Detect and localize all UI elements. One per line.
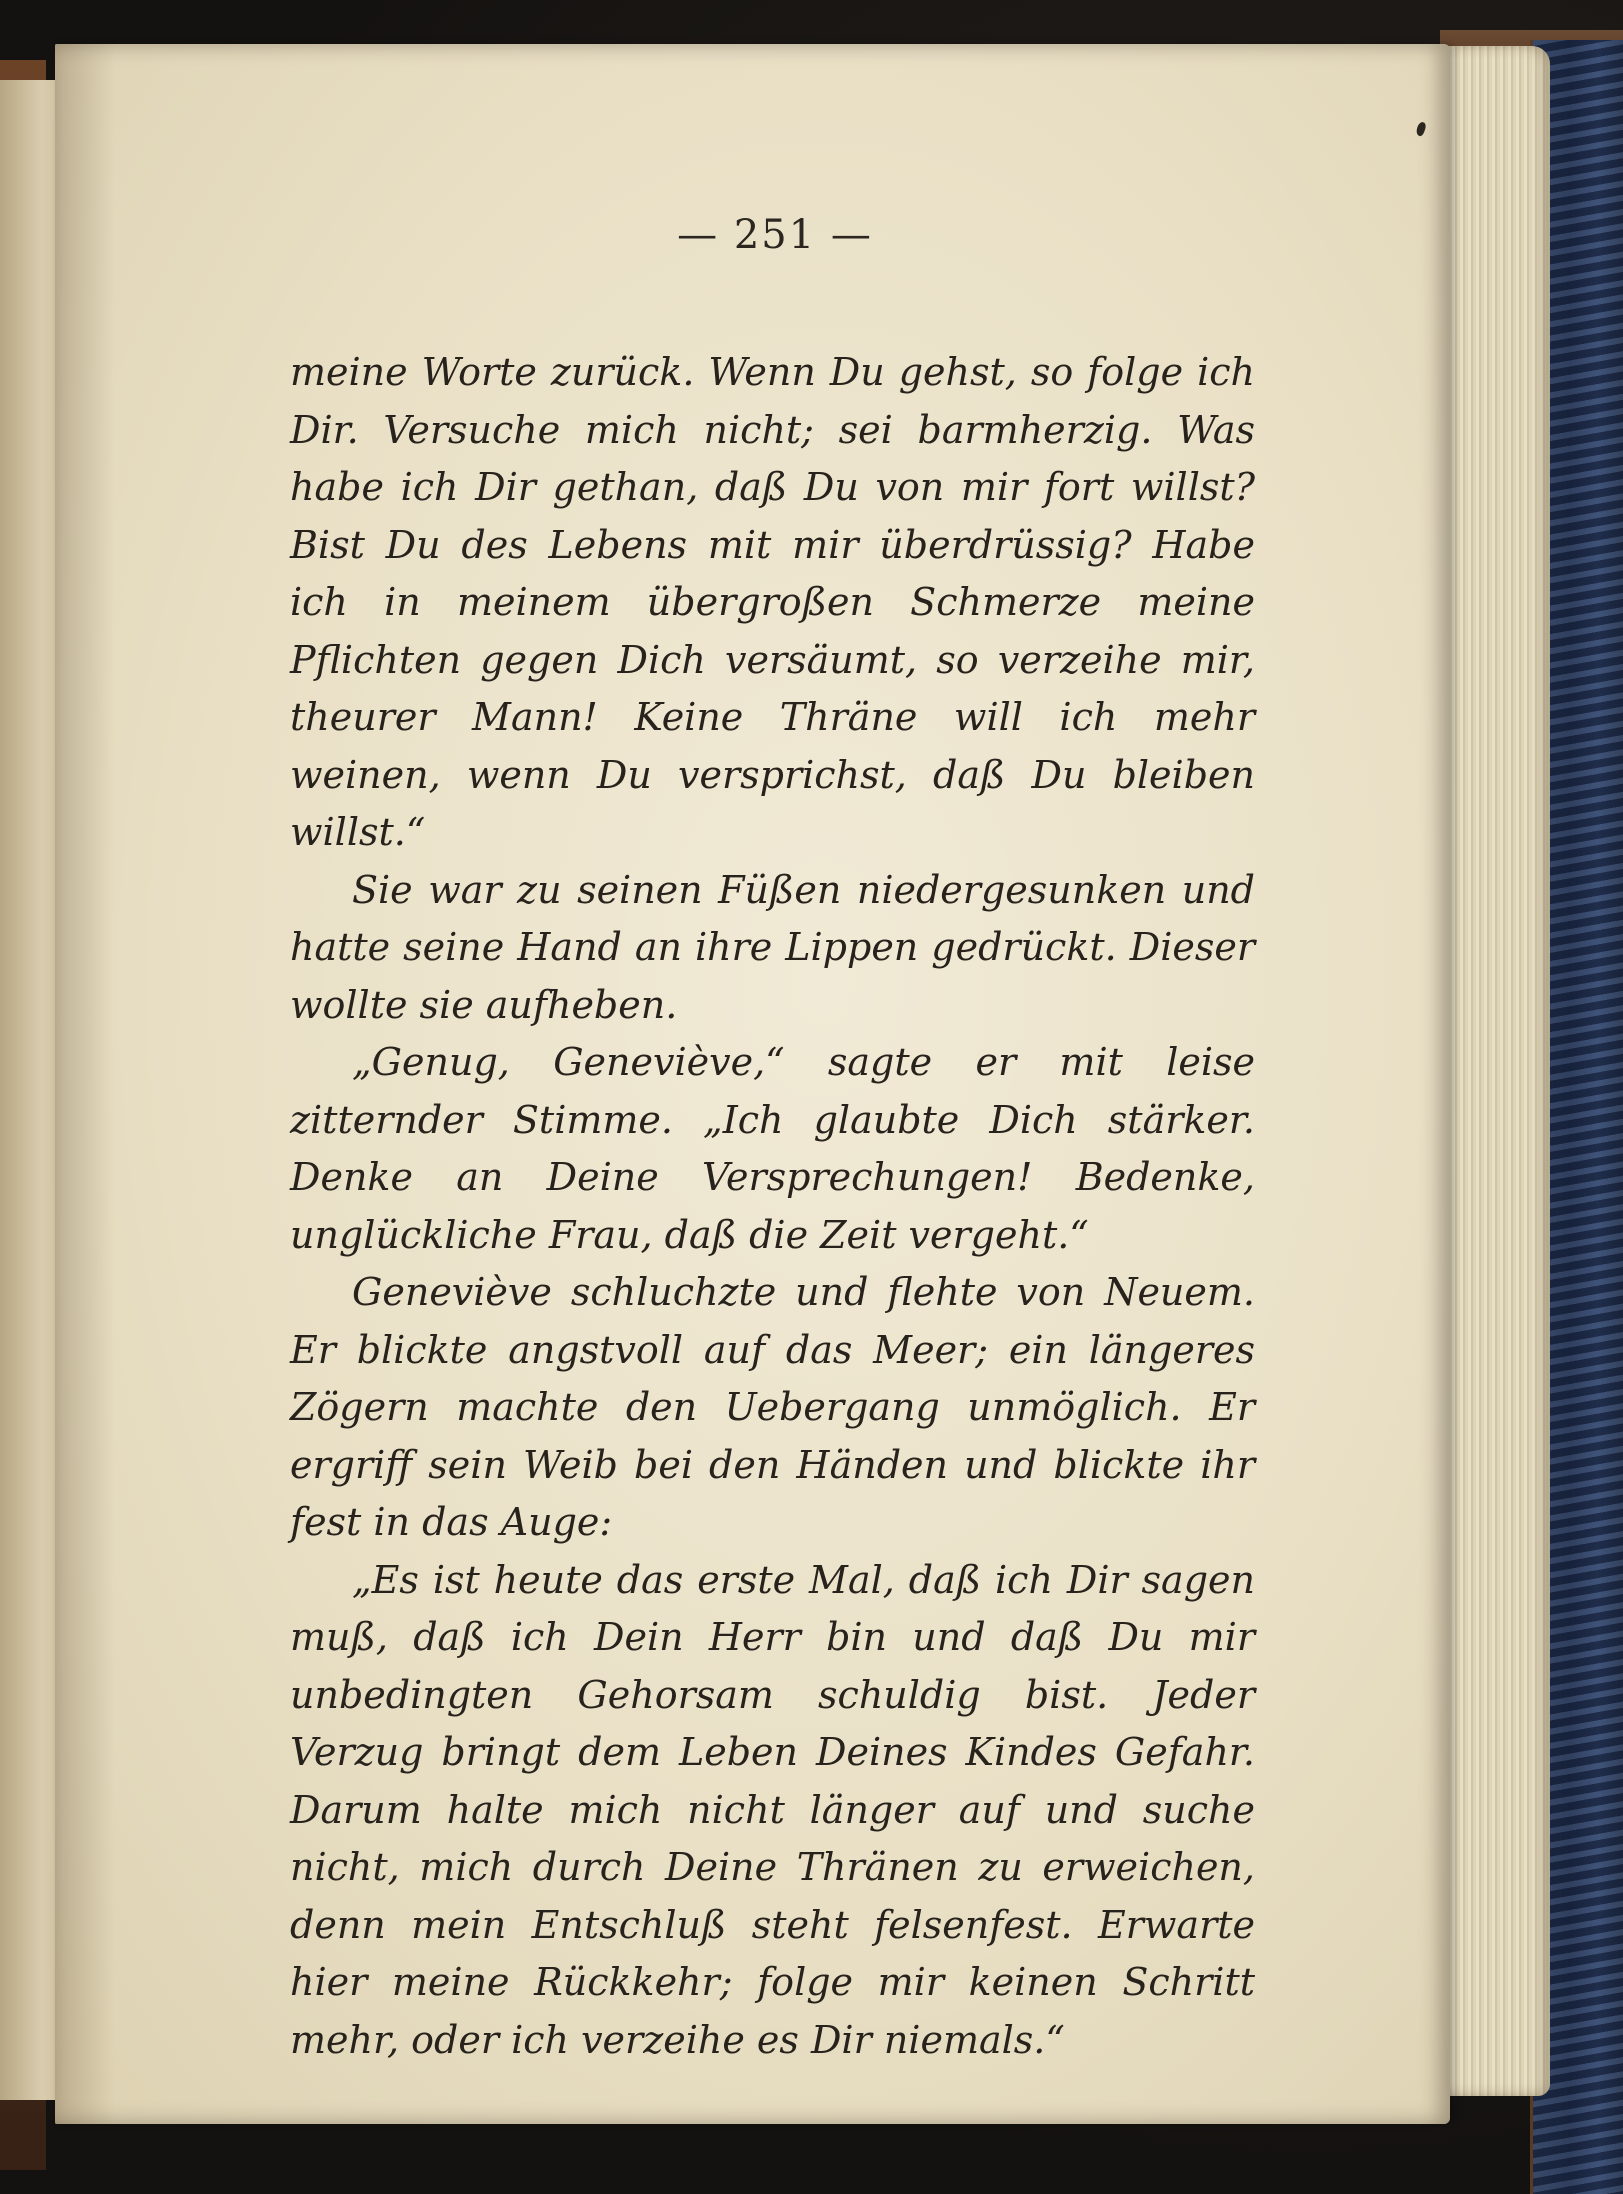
book-page <box>55 44 1450 2124</box>
gutter-shadow <box>55 44 115 2124</box>
paragraph-2: Sie war zu seinen Füßen niedergesunken und hatte seine Hand an ihre Lippen gedrückt. Dieser wollte sie aufheben. <box>290 867 1255 1027</box>
page-number: — 251 — <box>677 212 873 258</box>
paragraph-4: Geneviève schluchzte und flehte von Neuem. Er blickte angstvoll auf das Meer; ein längeres Zögern machte den Uebergang unmöglich. Er ergriff sein Weib bei den Händen und blickte ihr fest in das Auge: <box>290 1270 1255 1544</box>
body-text <box>290 344 1255 2069</box>
paragraph-1: meine Worte zurück. Wenn Du gehst, so folge ich Dir. Versuche mich nicht; sei barmherzig. Was habe ich Dir gethan, daß Du von mir fort willst? Bist Du des Lebens mit mir überdrüssig? Habe ich in meinem übergroßen Schmerze meine Pflichten gegen Dich versäumt, so verzeihe mir, theurer Mann! Keine Thräne will ich mehr weinen, wenn Du versprichst, daß Du bleiben willst.“ <box>290 350 1255 854</box>
paragraph-5: „Es ist heute das erste Mal, daß ich Dir sagen muß, daß ich Dein Herr bin und daß Du mir unbedingten Gehorsam schuldig bist. Jeder Verzug bringt dem Leben Deines Kindes Gefahr. Darum halte mich nicht länger auf und suche nicht, mich durch Deine Thränen zu erweichen, denn mein Entschluß steht felsenfest. Erwarte hier meine Rückkehr; folge mir keinen Schritt mehr, oder ich verzeihe es Dir niemals.“ <box>290 1557 1255 2062</box>
ink-spot <box>1415 121 1427 137</box>
paragraph-3: „Genug, Geneviève,“ sagte er mit leise zitternder Stimme. „Ich glaubte Dich stärker. Denke an Deine Versprechungen! Bedenke, unglückliche Frau, daß die Zeit vergeht.“ <box>290 1040 1255 1257</box>
